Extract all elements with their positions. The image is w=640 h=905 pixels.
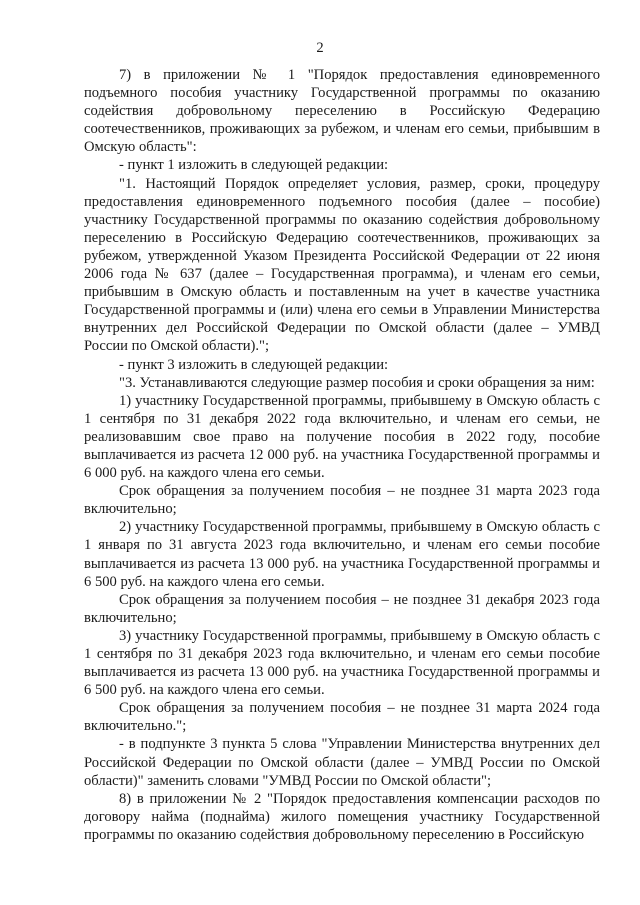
paragraph-point-3-text: "3. Устанавливаются следующие размер пособия и сроки обращения за ним:	[119, 374, 595, 391]
paragraph-subpoint-2: 2) участнику Государственной программы, прибывшему в Омскую область с 1 января по 31 августа 2023 года включительно, и членам его семьи пособие выплачивается из расчета 13 000 руб. на участника Государственной программы и 6 500 руб. на каждого члена его семьи.	[84, 519, 600, 590]
paragraph-deadline-1: Срок обращения за получением пособия – не позднее 31 марта 2023 года включительно;	[84, 483, 600, 518]
paragraph-subpoint-3: 3) участнику Государственной программы, прибывшему в Омскую область с 1 сентября по 31 декабря 2023 года включительно, и членам его семьи пособие выплачивается из расчета 13 000 руб. на участника Государственной программы и 6 500 руб. на каждого члена его семьи.	[84, 627, 600, 699]
paragraph-point-5-change: - в подпункте 3 пункта 5 слова "Управлении Министерства внутренних дел Российской Федерации по Омской области (далее – УМВД России по Омской области)" заменить словами "УМВД России по Омской области";	[84, 736, 600, 789]
paragraph-deadline-2: Срок обращения за получением пособия – не позднее 31 декабря 2023 года включительно;	[84, 591, 600, 626]
document-body	[84, 66, 600, 844]
paragraph-deadline-3: Срок обращения за получением пособия – не позднее 31 марта 2024 года включительно.";	[84, 700, 600, 735]
paragraph-point-3-intro: - пункт 3 изложить в следующей редакции:	[119, 356, 389, 373]
page-number: 2	[316, 40, 324, 56]
paragraph-item-7: 7) в приложении № 1 "Порядок предоставления единовременного подъемного пособия участнику Государственной программы по оказанию содействия добровольному переселению в Российскую Федерацию соотечественников, проживающих за рубежом, и членам его семьи, прибывшим в Омскую область":	[84, 67, 600, 156]
paragraph-subpoint-1: 1) участнику Государственной программы, прибывшему в Омскую область с 1 сентября по 31 декабря 2022 года включительно, и членам его семьи, не реализовавшим свое право на получение пособия в 2022 году, пособие выплачивается из расчета 12 000 руб. на участника Государственной программы и 6 000 руб. на каждого члена его семьи.	[84, 392, 600, 482]
paragraph-point-1-text: "1. Настоящий Порядок определяет условия, размер, сроки, процедуру предоставления единовременного подъемного пособия (далее – пособие) участнику Государственной программы по оказанию содействия добровольному переселению в Российскую Федерацию соотечественников, проживающих за рубежом, утвержденной Указом Президента Российской Федерации от 22 июня 2006 года № 637 (далее – Государственная программа), и членам его семьи, прибывшим в Омскую область и поставленным на учет в качестве участника Государственной программы и (или) члена его семьи в Управлении Министерства внутренних дел Российской Федерации по Омской области (далее – УМВД России по Омской области).";	[84, 175, 600, 355]
paragraph-item-8: 8) в приложении № 2 "Порядок предоставления компенсации расходов по договору найма (поднайма) жилого помещения участнику Государственной программы по оказанию содействия добровольному переселению в Российскую	[84, 790, 600, 843]
paragraph-point-1-intro: - пункт 1 изложить в следующей редакции:	[119, 157, 389, 174]
